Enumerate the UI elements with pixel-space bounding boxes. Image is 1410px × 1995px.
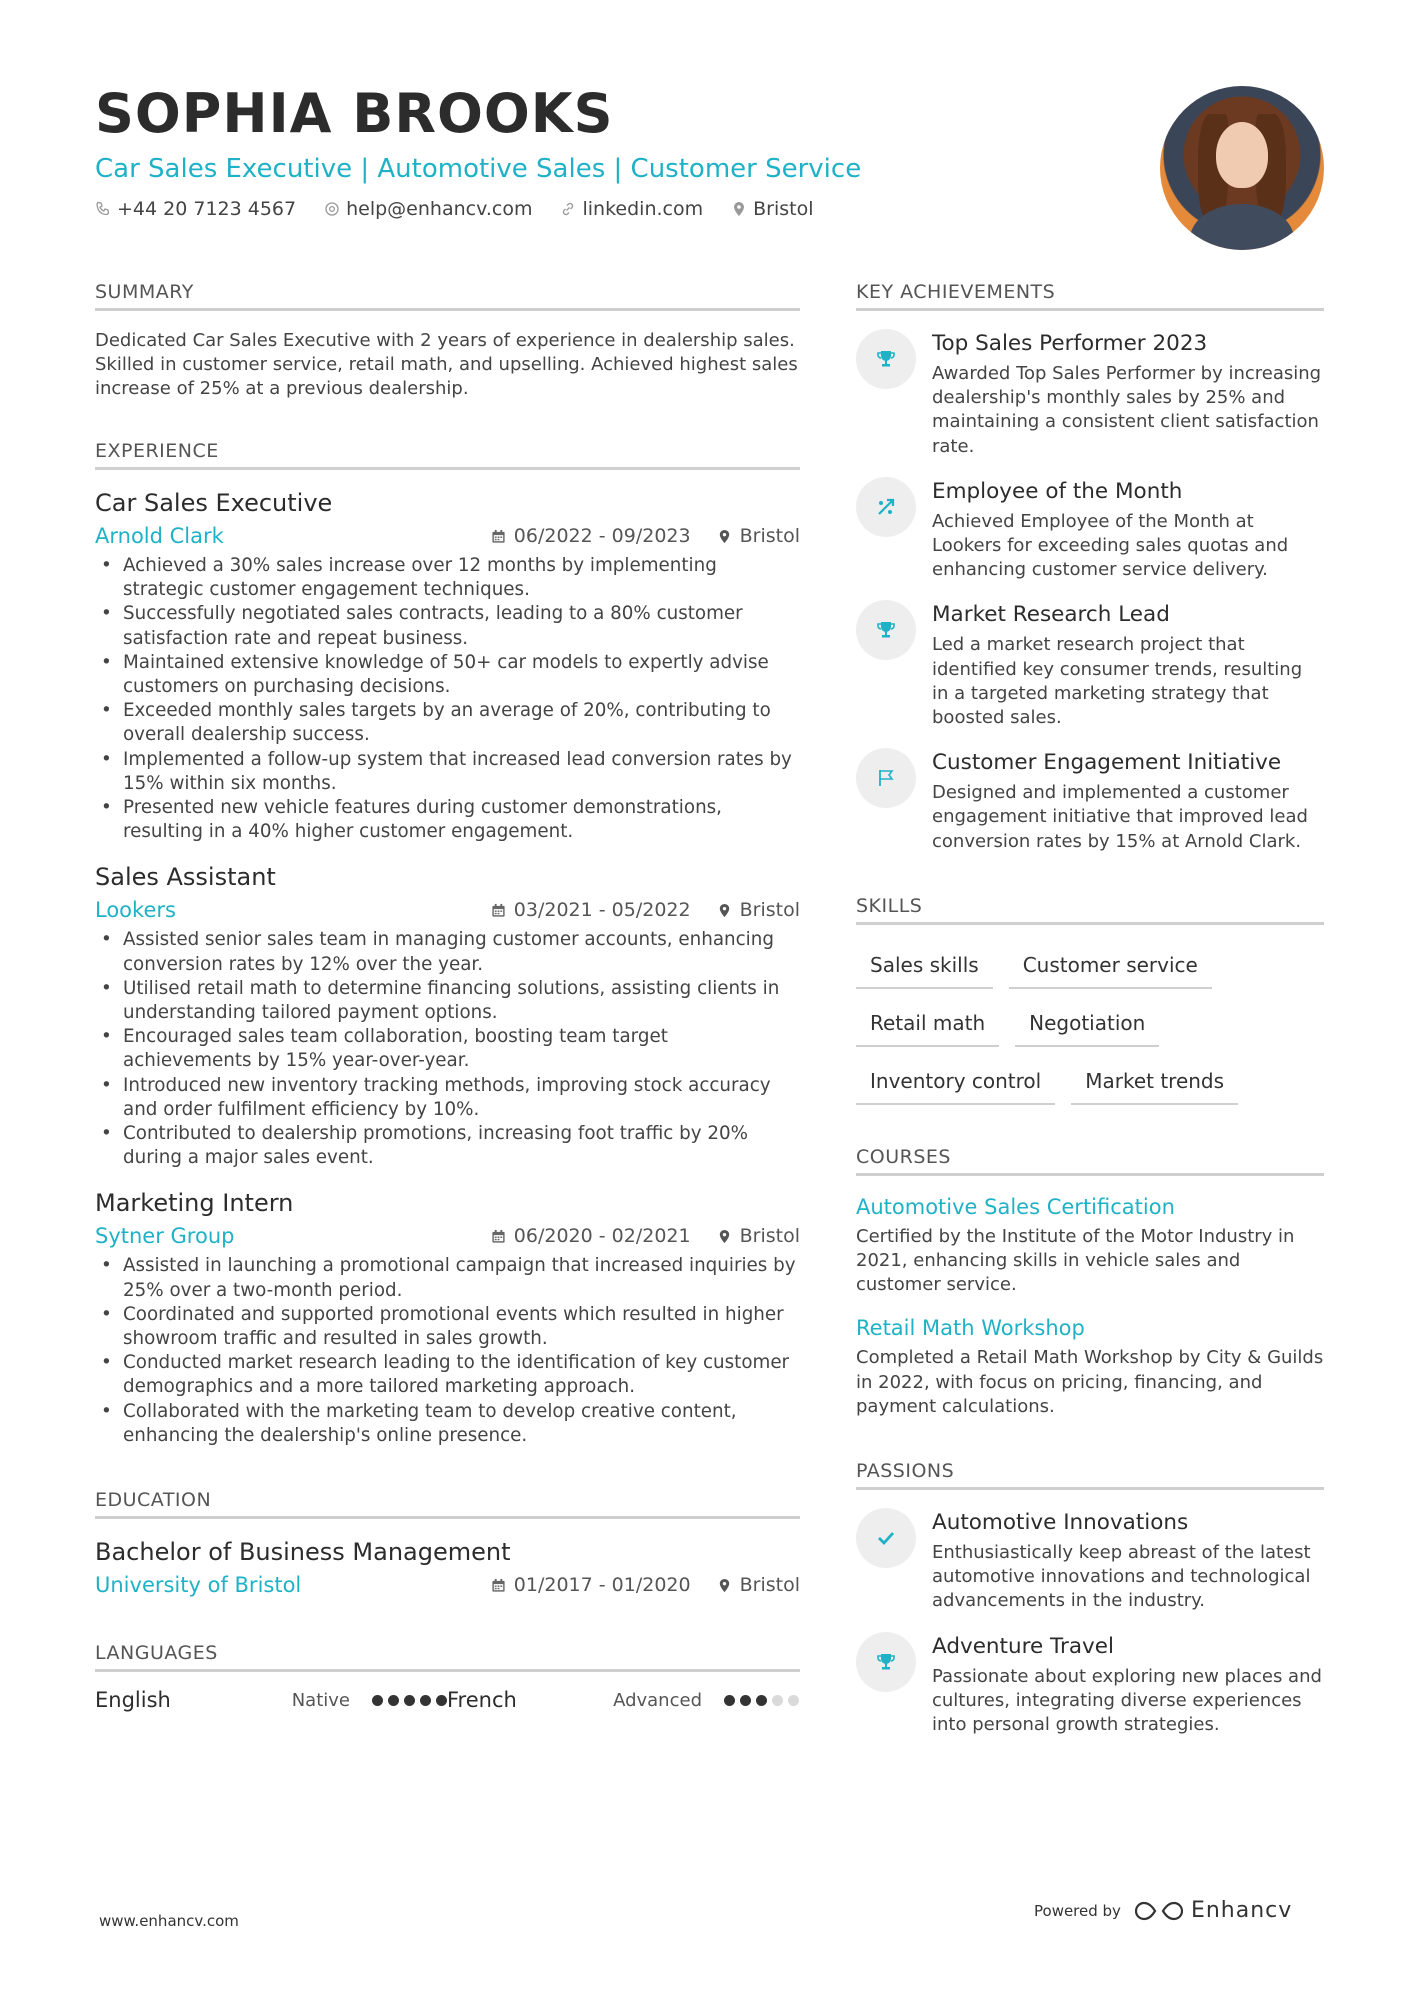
achievement-item: [856, 329, 1324, 459]
job-bullets: [95, 1254, 800, 1448]
summary-section: [95, 280, 800, 401]
bullet-item: • Coordinated and supported promotional events which resulted in higher showroom traffic and resulted in sales growth.: [95, 1303, 800, 1351]
achievement-desc: Led a market research project that identified key consumer trends, resulting in a targeted marketing strategy that boosted sales.: [932, 634, 1303, 729]
proficiency-dot-filled: [756, 1695, 767, 1706]
left-column: [95, 280, 800, 1752]
job-dates: 06/2020 - 02/2021: [513, 1225, 691, 1248]
phone-icon: [95, 201, 111, 217]
bullet-item: • Encouraged sales team collaboration, boosting team target achievements by 15% year-over-year.: [95, 1025, 800, 1073]
job-dates: 03/2021 - 05/2022: [513, 899, 691, 922]
education-location: Bristol: [739, 1574, 800, 1597]
education-entry: [95, 1535, 800, 1601]
job-title: Car Sales Executive: [95, 489, 333, 517]
email-text: help@enhancv.com: [346, 198, 533, 220]
trophy-icon: [856, 600, 916, 660]
skills-heading: SKILLS: [856, 894, 1324, 925]
skill-tag: Inventory control: [856, 1061, 1055, 1105]
language-level: Advanced: [613, 1689, 702, 1711]
proficiency-dots: [724, 1695, 799, 1706]
calendar-icon: [491, 529, 506, 544]
enhancv-logo-icon: [1135, 1899, 1183, 1923]
job-bullets: [95, 554, 800, 844]
location-text: Bristol: [753, 198, 814, 220]
bullet-item: • Successfully negotiated sales contracts, leading to a 80% customer satisfaction rate and repeat business.: [95, 602, 800, 650]
at-icon: [324, 201, 340, 217]
achievement-desc: Achieved Employee of the Month at Lookers for exceeding sales quotas and enhancing customer service delivery.: [932, 510, 1289, 581]
bullet-item: • Presented new vehicle features during customer demonstrations, resulting in a 40% higher customer engagement.: [95, 796, 800, 844]
proficiency-dot-filled: [436, 1695, 447, 1706]
passion-desc: Enthusiastically keep abreast of the latest automotive innovations and technological advancements in the industry.: [932, 1542, 1311, 1612]
course-desc: Certified by the Institute of the Motor Industry in 2021, enhancing skills in vehicle sales and customer service.: [856, 1225, 1295, 1296]
passion-item: [856, 1632, 1324, 1738]
linkedin-text: linkedin.com: [582, 198, 704, 220]
company-name: Arnold Clark: [95, 524, 224, 548]
education-heading: EDUCATION: [95, 1488, 800, 1519]
language-item: [447, 1688, 799, 1712]
job-meta: [95, 894, 800, 926]
contact-bar: [95, 198, 1115, 220]
course-title: Retail Math Workshop: [856, 1316, 1085, 1341]
proficiency-dot-filled: [388, 1695, 399, 1706]
location-pin-icon: [731, 201, 747, 217]
job-location: Bristol: [739, 899, 800, 922]
contact-email[interactable]: [324, 198, 532, 220]
footer-branding: [1034, 1898, 1292, 1923]
calendar-icon: [491, 903, 506, 918]
summary-text: Dedicated Car Sales Executive with 2 years of experience in dealership sales. Skilled in customer service, retail math, and upselling. Achieved highest sales increase of 25% at a previous dealership.: [95, 330, 798, 399]
course-title: Automotive Sales Certification: [856, 1194, 1175, 1219]
job-bullets: [95, 928, 800, 1170]
achievement-title: Customer Engagement Initiative: [932, 750, 1282, 776]
resume-header: [95, 78, 1115, 220]
powered-by-text: Powered by: [1034, 1901, 1121, 1920]
course-desc: Completed a Retail Math Workshop by City & Guilds in 2022, with focus on pricing, financing, and payment calculations.: [856, 1347, 1324, 1417]
achievement-title: Employee of the Month: [932, 478, 1183, 504]
company-name: Lookers: [95, 898, 176, 923]
location-pin-icon: [717, 529, 732, 544]
trophy-icon: [856, 1632, 916, 1692]
language-name: English: [95, 1688, 171, 1713]
achievement-item: [856, 477, 1324, 583]
achievements-heading: KEY ACHIEVEMENTS: [856, 280, 1324, 311]
job-dates: 06/2022 - 09/2023: [513, 525, 691, 547]
skill-tag: Sales skills: [856, 945, 993, 989]
achievement-title: Market Research Lead: [932, 602, 1170, 628]
footer-website[interactable]: www.enhancv.com: [99, 1912, 239, 1930]
bullet-item: • Utilised retail math to determine financing solutions, assisting clients in understanding tailored payment options.: [95, 977, 800, 1025]
profile-photo: [1160, 86, 1324, 250]
passions-section: [856, 1459, 1324, 1737]
job-location: Bristol: [739, 525, 800, 547]
bullet-item: • Implemented a follow-up system that increased lead conversion rates by 15% within six months.: [95, 748, 800, 796]
passions-heading: PASSIONS: [856, 1459, 1324, 1490]
passion-desc: Passionate about exploring new places and cultures, integrating diverse experiences into personal growth strategies.: [932, 1665, 1322, 1736]
skill-tag: Market trends: [1071, 1061, 1238, 1105]
job-entry: [95, 486, 800, 844]
job-meta: [95, 1220, 800, 1252]
passion-title: Automotive Innovations: [932, 1510, 1189, 1536]
course-item: [856, 1313, 1324, 1419]
contact-linkedin[interactable]: [560, 198, 703, 220]
proficiency-dot-filled: [404, 1695, 415, 1706]
flag-icon: [856, 748, 916, 808]
languages-heading: LANGUAGES: [95, 1641, 800, 1672]
trophy-icon: [856, 329, 916, 389]
bullet-item: • Contributed to dealership promotions, increasing foot traffic by 20% during a major sales event.: [95, 1122, 800, 1170]
proficiency-dot-empty: [788, 1695, 799, 1706]
achievement-desc: Designed and implemented a customer engagement initiative that improved lead conversion rates by 15% at Arnold Clark.: [932, 782, 1308, 852]
brand-name: Enhancv: [1190, 1898, 1293, 1923]
proficiency-dots: [372, 1695, 447, 1706]
achievement-desc: Awarded Top Sales Performer by increasing dealership's monthly sales by 25% and maintaining a consistent client satisfaction rate.: [932, 363, 1322, 457]
skills-section: [856, 894, 1324, 1105]
link-icon: [560, 201, 576, 217]
achievement-item: [856, 600, 1324, 730]
skill-tag: Negotiation: [1015, 1003, 1159, 1047]
courses-heading: COURSES: [856, 1145, 1324, 1176]
skill-tag: Retail math: [856, 1003, 999, 1047]
course-item: [856, 1192, 1324, 1298]
bullet-item: • Assisted in launching a promotional campaign that increased inquiries by 25% over a two-month period.: [95, 1254, 800, 1302]
check-icon: [856, 1508, 916, 1568]
right-column: [856, 280, 1324, 1777]
education-section: [95, 1488, 800, 1601]
calendar-icon: [491, 1229, 506, 1244]
growth-arrow-icon: [856, 477, 916, 537]
job-location: Bristol: [739, 1225, 800, 1248]
job-title: Sales Assistant: [95, 863, 276, 892]
location-pin-icon: [717, 1578, 732, 1593]
enhancv-logo[interactable]: [1135, 1898, 1292, 1923]
courses-section: [856, 1145, 1324, 1419]
school-name: University of Bristol: [95, 1573, 302, 1598]
location-pin-icon: [717, 903, 732, 918]
proficiency-dot-empty: [772, 1695, 783, 1706]
job-entry: [95, 860, 800, 1170]
language-item: [95, 1688, 447, 1712]
proficiency-dot-filled: [740, 1695, 751, 1706]
phone-text: +44 20 7123 4567: [117, 198, 297, 220]
summary-heading: SUMMARY: [95, 280, 800, 311]
skill-tag: Customer service: [1009, 945, 1212, 989]
achievement-item: [856, 748, 1324, 854]
passion-title: Adventure Travel: [932, 1633, 1114, 1659]
bullet-item: • Assisted senior sales team in managing customer accounts, enhancing conversion rates by 12% over the year.: [95, 928, 800, 976]
passion-item: [856, 1508, 1324, 1614]
company-name: Sytner Group: [95, 1224, 235, 1249]
job-title: Marketing Intern: [95, 1189, 294, 1218]
language-name: French: [447, 1688, 517, 1713]
job-meta: [95, 520, 800, 552]
bullet-item: • Introduced new inventory tracking methods, improving stock accuracy and order fulfilment efficiency by 10%.: [95, 1074, 800, 1122]
bullet-item: • Conducted market research leading to the identification of key customer demographics and a more tailored marketing approach.: [95, 1351, 800, 1399]
job-entry: [95, 1186, 800, 1448]
education-dates: 01/2017 - 01/2020: [513, 1574, 691, 1597]
languages-section: [95, 1641, 800, 1712]
contact-phone[interactable]: [95, 198, 296, 220]
bullet-item: • Exceeded monthly sales targets by an average of 20%, contributing to overall dealership success.: [95, 699, 800, 747]
proficiency-dot-filled: [372, 1695, 383, 1706]
experience-section: [95, 439, 800, 1448]
achievements-section: [856, 280, 1324, 854]
proficiency-dot-filled: [420, 1695, 431, 1706]
proficiency-dot-filled: [724, 1695, 735, 1706]
candidate-name: SOPHIA BROOKS: [95, 82, 614, 145]
calendar-icon: [491, 1578, 506, 1593]
contact-location: [731, 198, 813, 220]
language-level: Native: [291, 1689, 350, 1711]
location-pin-icon: [717, 1229, 732, 1244]
bullet-item: • Collaborated with the marketing team to develop creative content, enhancing the dealership's online presence.: [95, 1400, 800, 1448]
headline: Car Sales Executive | Automotive Sales | Customer Service: [95, 154, 862, 184]
bullet-item: • Maintained extensive knowledge of 50+ car models to expertly advise customers on purchasing decisions.: [95, 651, 800, 699]
bullet-item: • Achieved a 30% sales increase over 12 months by implementing strategic customer engagement techniques.: [95, 554, 800, 602]
achievement-title: Top Sales Performer 2023: [932, 331, 1208, 356]
experience-heading: EXPERIENCE: [95, 439, 800, 470]
degree-title: Bachelor of Business Management: [95, 1538, 511, 1567]
